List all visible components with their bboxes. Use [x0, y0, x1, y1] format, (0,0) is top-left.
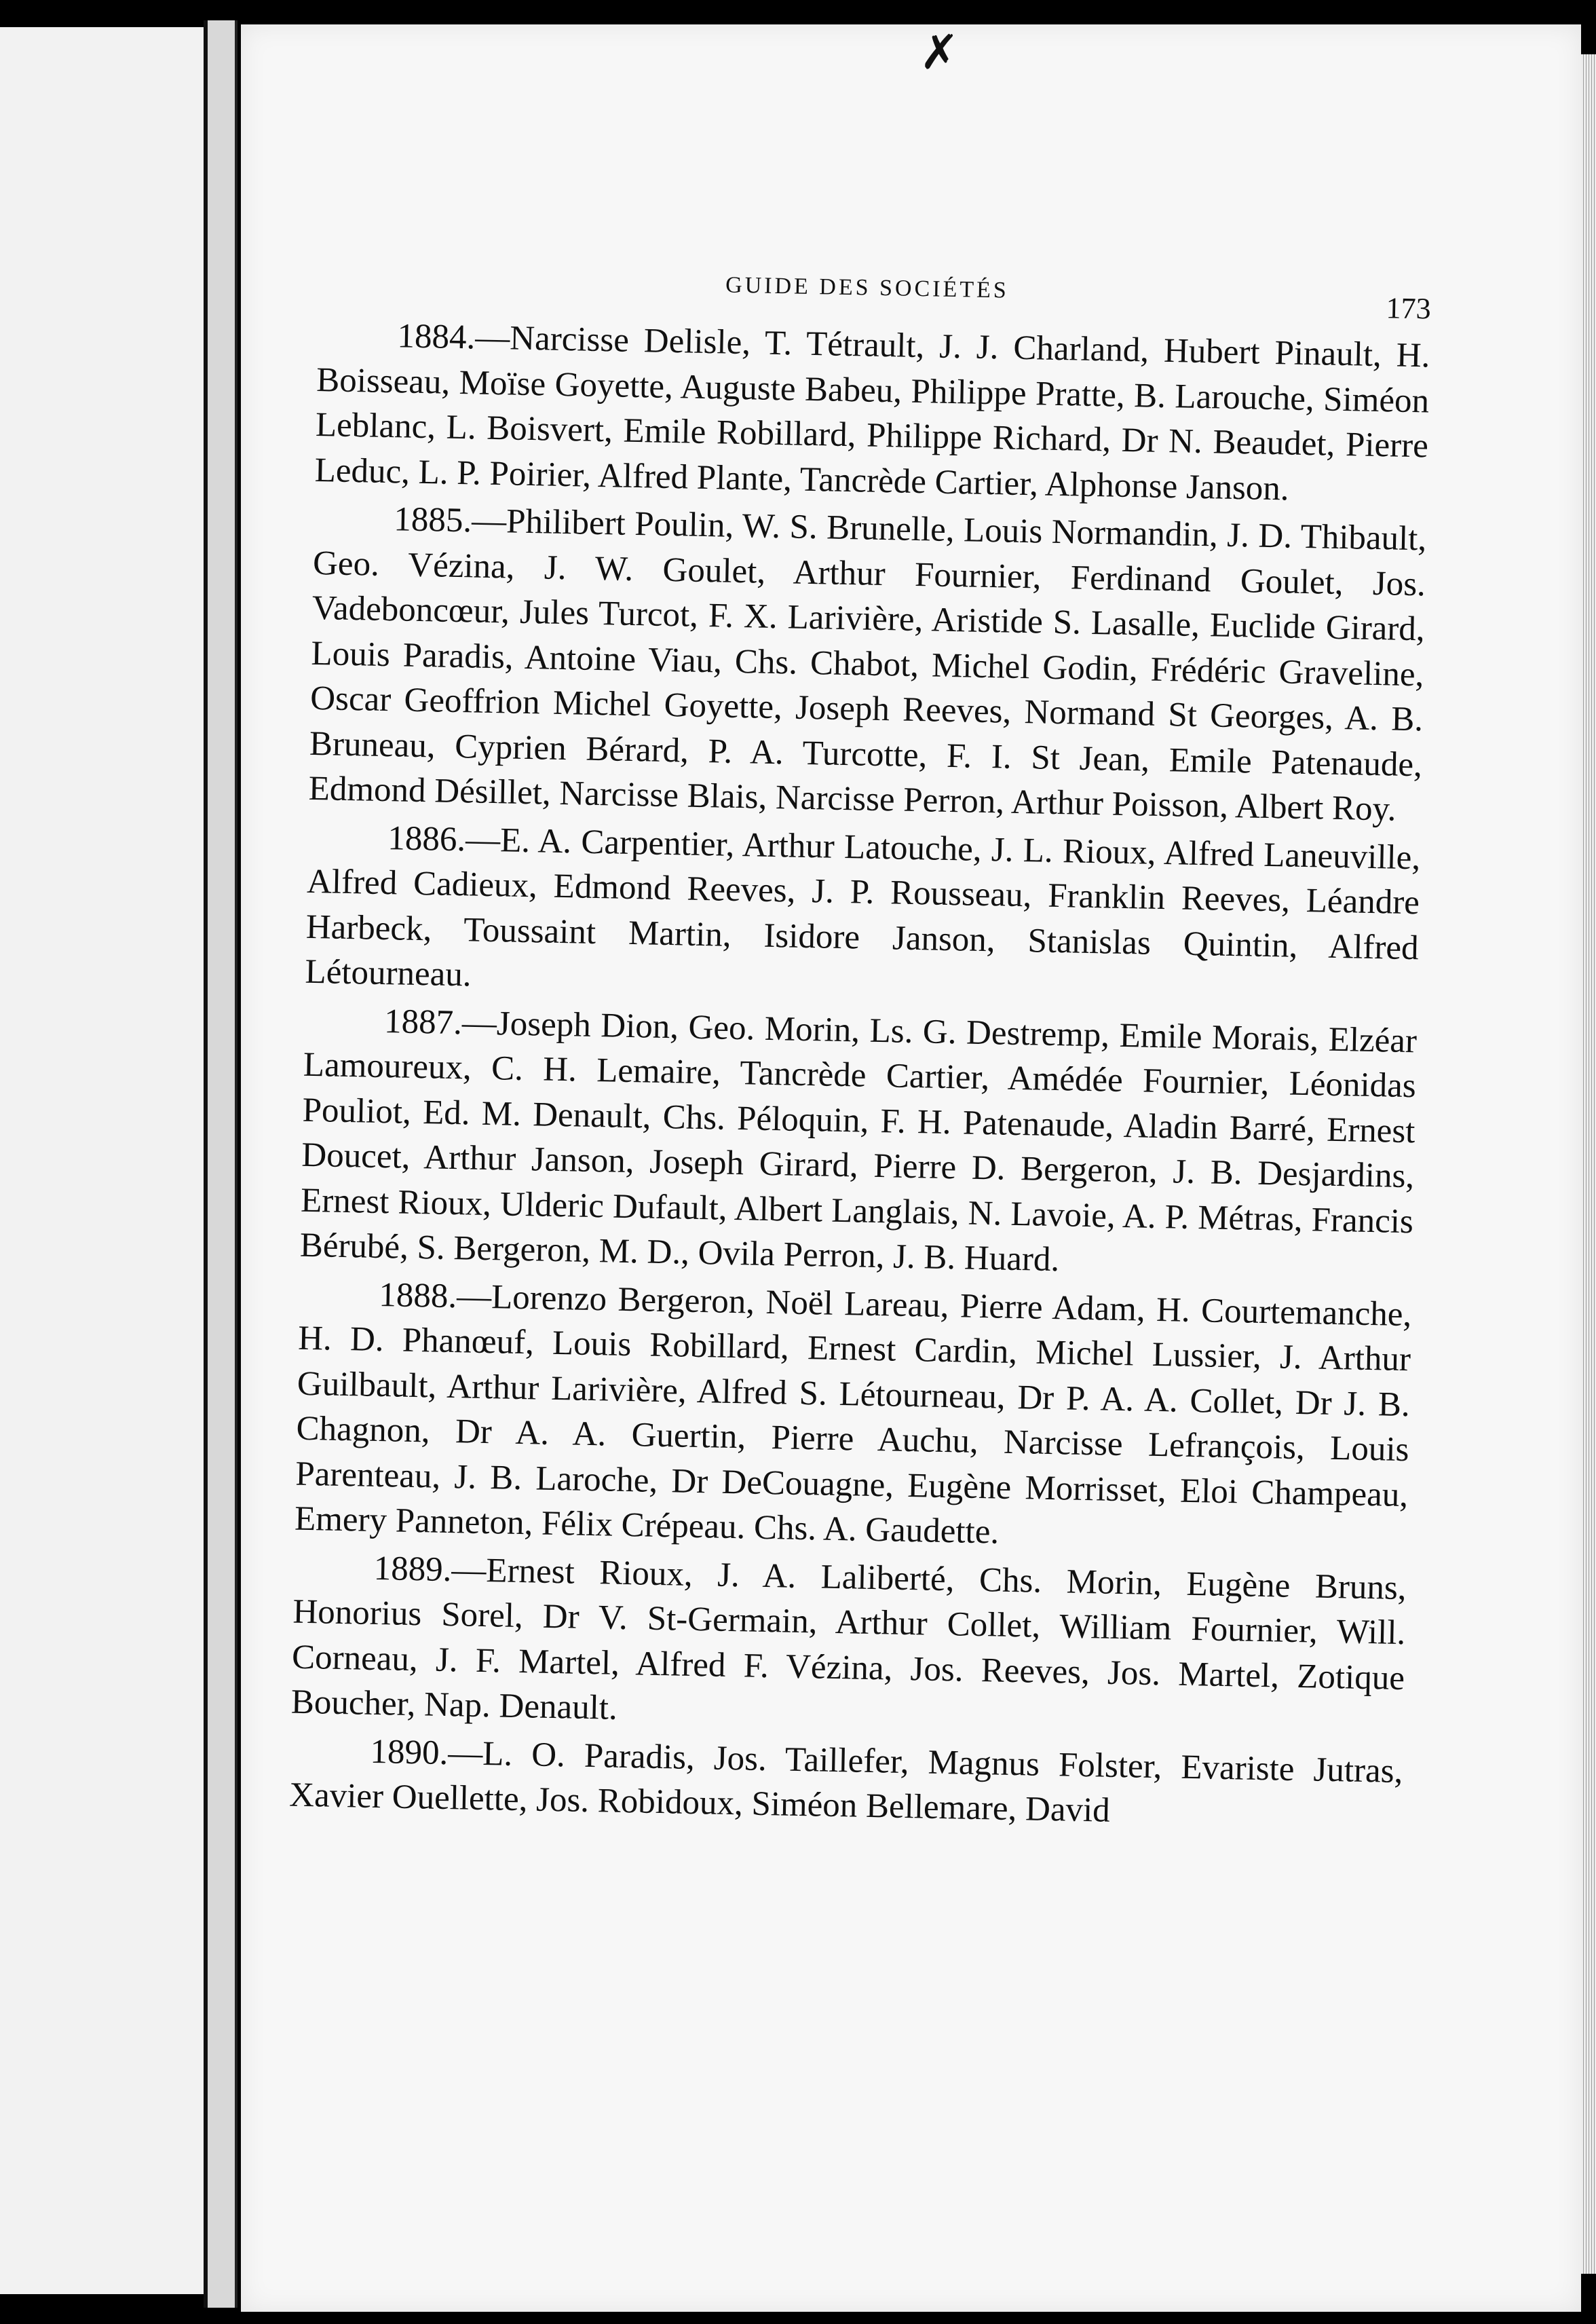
entry-1886 [305, 814, 1421, 1015]
entry-text: —Joseph Dion, Geo. Morin, Ls. G. Destremp, Emile Morais, Elzéar Lamoureux, C. H. Lemaire, Tancrède Cartier, Amédée Fournier, Léonidas Pouliot, Ed. M. Denault, Chs. Péloquin, F. H. Patenaude, Aladin Barré, Ernest Doucet, Arthur Janson, Joseph Girard, Pierre D. Bergeron, J. B. Desjardins, Ernest Rioux, Ulderic Dufault, Albert Langlais, N. Lavoie, A. P. Métras, Francis Bérubé, S. Bergeron, M. D., Ovila Perron, J. B. Huard. [299, 1003, 1418, 1279]
entry-1890 [289, 1727, 1403, 1839]
entry-text: —Lorenzo Bergeron, Noël Lareau, Pierre Adam, H. Courtemanche, H. D. Phanœuf, Louis Robillard, Ernest Cardin, Michel Lussier, J. Arthur Guilbault, Arthur Larivière, Alfred S. Létourneau, Dr P. A. A. Collet, Dr J. B. Chagnon, Dr A. A. Guertin, Pierre Auchu, Narcisse Lefrançois, Louis Parenteau, J. B. Laroche, Dr DeCouagne, Eugène Morrisset, Eloi Champeau, Emery Panneton, Félix Crépeau. Chs. A. Gaudette. [294, 1277, 1412, 1552]
scan-mark-icon: ✗ [919, 24, 960, 80]
entry-1887 [299, 997, 1417, 1289]
entry-year: 1890. [370, 1732, 449, 1772]
entry-text: —Ernest Rioux, J. A. Laliberté, Chs. Morin, Eugène Bruns, Honorius Sorel, Dr V. St-Germain, Arthur Collet, William Fournier, Will. Corneau, J. F. Martel, Alfred F. Vézina, Jos. Reeves, Jos. Martel, Zotique Boucher, Nap. Denault. [290, 1550, 1407, 1727]
entry-year: 1888. [378, 1275, 457, 1315]
entry-1885 [308, 495, 1427, 833]
entry-year: 1885. [393, 500, 472, 540]
page-number: 173 [1386, 291, 1432, 326]
entry-text: —L. O. Paradis, Jos. Taillefer, Magnus Folster, Evariste Jutras, Xavier Ouellette, Jos. Robidoux, Siméon Bellemare, David [288, 1733, 1403, 1830]
entry-year: 1884. [397, 317, 476, 357]
page-edges [1581, 54, 1596, 2274]
entry-text: —Narcisse Delisle, T. Tétrault, J. J. Charland, Hubert Pinault, H. Boisseau, Moïse Goyette, Auguste Babeu, Philippe Pratte, B. Larouche, Siméon Leblanc, L. Boisvert, Emile Robillard, Philippe Richard, Dr N. Beaudet, Pierre Leduc, L. P. Poirier, Alfred Plante, Tancrède Cartier, Alphonse Janson. [314, 318, 1430, 508]
entry-text: —E. A. Carpentier, Arthur Latouche, J. L. Rioux, Alfred Laneuville, Alfred Cadieux, Edmond Reeves, J. P. Rousseau, Franklin Reeves, Léandre Harbeck, Toussaint Martin, Isidore Janson, Stanislas Quintin, Alfred Létourneau. [305, 820, 1421, 994]
book-gutter [204, 20, 238, 2308]
entry-year: 1886. [387, 819, 466, 859]
entry-1884 [314, 312, 1430, 514]
entry-year: 1887. [383, 1002, 463, 1042]
entry-1888 [294, 1271, 1411, 1562]
entry-year: 1889. [373, 1549, 453, 1589]
entry-text: —Philibert Poulin, W. S. Brunelle, Louis Normandin, J. D. Thibault, Geo. Vézina, J. W. Goulet, Arthur Fournier, Ferdinand Goulet, Jos. Vadeboncœur, Jules Turcot, F. X. Larivière, Aristide S. Lasalle, Euclide Girard, Louis Paradis, Antoine Viau, Chs. Chabot, Michel Godin, Frédéric Graveline, Oscar Geoffrion Michel Goyette, Joseph Reeves, Normand St Georges, A. B. Bruneau, Cyprien Bérard, P. A. Turcotte, F. I. St Jean, Emile Patenaude, Edmond Désillet, Narcisse Blais, Narcisse Perron, Arthur Poisson, Albert Roy. [308, 502, 1427, 829]
adjacent-left-page [0, 27, 204, 2294]
entry-1889 [290, 1544, 1407, 1746]
running-head-title: GUIDE DES SOCIÉTÉS [725, 272, 1010, 303]
page-content [289, 251, 1432, 1842]
